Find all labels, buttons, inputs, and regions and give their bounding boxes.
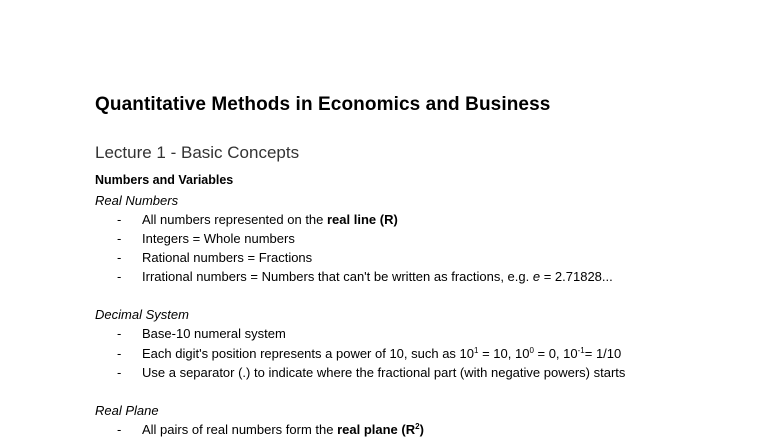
section-heading: Numbers and Variables: [95, 173, 234, 187]
bullet-dash: -: [117, 231, 122, 246]
document-title: Quantitative Methods in Economics and Business: [95, 94, 551, 115]
list-item-bold: [337, 422, 424, 437]
list-item-text: = 10, 10: [478, 346, 530, 361]
list-item-tail: = 1/10: [584, 346, 622, 361]
list-item-bold: real line (R): [327, 212, 398, 227]
list-item: [117, 422, 424, 437]
list-item-text: Each digit's position represents a power of 10, such as 10: [142, 346, 475, 361]
list-item-text: = 0, 10: [533, 346, 578, 361]
bullet-dash: -: [117, 212, 122, 227]
bullet-dash: -: [117, 346, 122, 361]
list-item: [117, 250, 312, 265]
bullet-dash: -: [117, 326, 122, 341]
list-item-text: Integers = Whole numbers: [142, 231, 295, 246]
list-item-bold-tail: ): [419, 422, 424, 437]
list-item: [117, 365, 625, 380]
list-item: [117, 326, 286, 341]
superscript: 1: [474, 346, 479, 355]
bullet-dash: -: [117, 422, 122, 437]
list-item-tail: = 2.71828...: [540, 269, 613, 284]
list-item-text: All pairs of real numbers form the: [142, 422, 338, 437]
real-numbers-heading: Real Numbers: [95, 193, 179, 208]
list-item-text: Base-10 numeral system: [142, 326, 286, 341]
list-item: [117, 212, 398, 227]
decimal-system-heading: Decimal System: [95, 307, 189, 322]
list-item-italic: e: [532, 269, 541, 284]
bullet-dash: -: [117, 269, 122, 284]
superscript: -1: [577, 346, 585, 355]
list-item-text: Rational numbers = Fractions: [142, 250, 313, 265]
list-item-text: Irrational numbers = Numbers that can't be written as fractions, e.g.: [142, 269, 533, 284]
bullet-dash: -: [117, 365, 122, 380]
list-item: [117, 346, 621, 361]
superscript: 2: [415, 422, 420, 431]
list-item-text: All numbers represented on the: [142, 212, 327, 227]
list-item-text: Use a separator (.) to indicate where the fractional part (with negative powers) starts: [142, 365, 626, 380]
list-item: [117, 231, 295, 246]
list-item-bold-text: real plane (R: [337, 422, 416, 437]
list-item: [117, 269, 613, 284]
superscript: 0: [529, 346, 534, 355]
bullet-dash: -: [117, 250, 122, 265]
lecture-heading: Lecture 1 - Basic Concepts: [95, 143, 300, 162]
real-plane-heading: Real Plane: [95, 403, 159, 418]
